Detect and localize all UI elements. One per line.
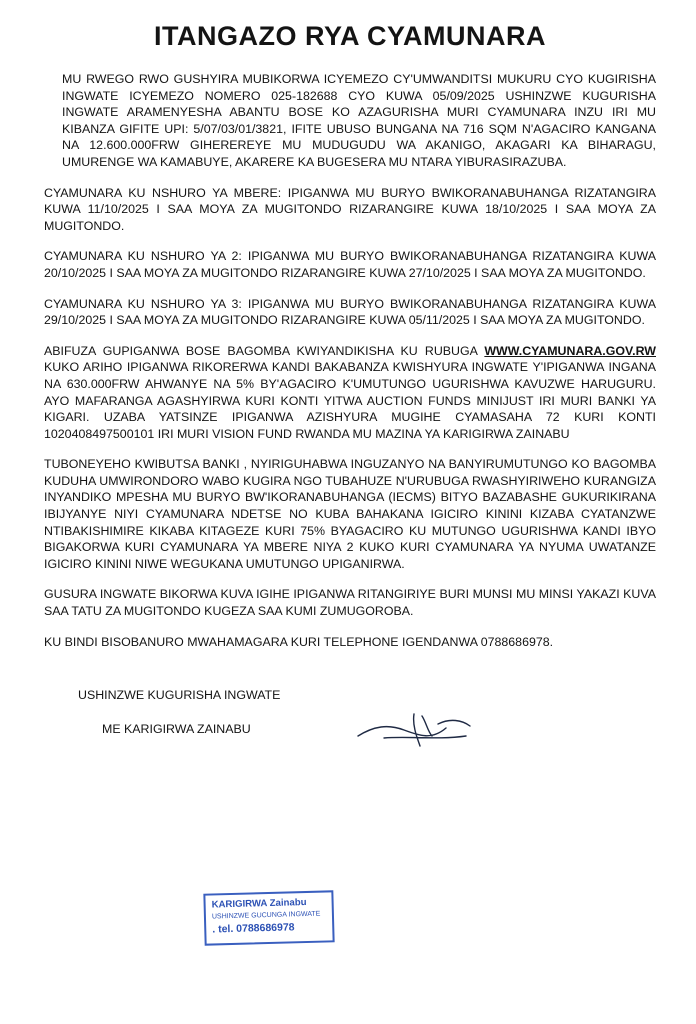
signatory-name: ME KARIGIRWA ZAINABU	[102, 722, 251, 737]
auction-3-paragraph: CYAMUNARA KU NSHURO YA 3: IPIGANWA MU BURYO BWIKORANABUHANGA RIZATANGIRA KUWA 29/10/2025 I SAA MOYA ZA MUGITONDO RIZARANGIRE KUWA 05/11/2025 I SAA MOYA ZA MUGITONDO.	[44, 296, 656, 328]
auction-website-link[interactable]: WWW.CYAMUNARA.GOV.RW	[484, 343, 656, 358]
auction-1-paragraph: CYAMUNARA KU NSHURO YA MBERE: IPIGANWA MU BURYO BWIKORANABUHANGA RIZATANGIRA KUWA 11/10/2025 I SAA MOYA ZA MUGITONDO RIZARANGIRE KUWA 18/10/2025 I SAA MOYA ZA MUGITONDO.	[44, 185, 656, 233]
contact-paragraph: KU BINDI BISOBANURO MWAHAMAGARA KURI TELEPHONE IGENDANWA 0788686978.	[44, 634, 554, 649]
closing-role: USHINZWE KUGURISHA INGWATE	[78, 688, 281, 703]
stamp-name: KARIGIRWA Zainabu	[211, 897, 307, 911]
official-stamp	[203, 890, 334, 945]
visit-paragraph: GUSURA INGWATE BIKORWA KUVA IGIHE IPIGANWA RITANGIRIYE BURI MUNSI MU MINSI YAKAZI KUVA SAA TATU ZA MUGITONDO KUGEZA SAA KUMI ZUMUGOROBA.	[44, 587, 656, 619]
signatory-name-line	[102, 722, 656, 736]
registration-intro: ABIFUZA GUPIGANWA BOSE BAGOMBA KWIYANDIKISHA KU RUBUGA	[44, 343, 478, 358]
page-title: ITANGAZO RYA CYAMUNARA	[153, 21, 547, 51]
stamp-title: USHINZWE GUCUNGA INGWATE	[211, 910, 321, 921]
auction-2-paragraph: CYAMUNARA KU NSHURO YA 2: IPIGANWA MU BURYO BWIKORANABUHANGA RIZATANGIRA KUWA 20/10/2025 I SAA MOYA ZA MUGITONDO RIZARANGIRE KUWA 27/10/2025 I SAA MOYA ZA MUGITONDO.	[44, 249, 656, 280]
stamp-phone: . tel. 0788686978	[212, 921, 295, 936]
registration-paragraph	[44, 343, 656, 443]
intro-paragraph: MU RWEGO RWO GUSHYIRA MUBIKORWA ICYEMEZO CY'UMWANDITSI MUKURU CYO KUGIRISHA INGWATE ICYEMEZO NOMERO 025-182688 CYO KUWA 05/09/2025 USHINZWE KUGURISHA INGWATE ARAMENYESHA ABANTU BOSE KO AZAGURISHA MURI CYAMUNARA INZU IRI MU KIBANZA GIFITE UPI: 5/07/03/01/3821, IFITE UBUSO BUNGANA NA 716 SQM N'AGACIRO KANGANA NA 12.600.000FRW GIHEREREYE MU MUDUGUDU WA AKANIGO, AKAGARI KA BIHARAGU, UMURENGE WA KAMABUYE, AKARERE KA BUGESERA MU NTARA YIBURASIRAZUBA.	[62, 72, 656, 169]
handwritten-signature	[354, 706, 474, 750]
banks-notice-paragraph: TUBONEYEHO KWIBUTSA BANKI , NYIRIGUHABWA INGUZANYO NA BANYIRUMUTUNGO KO BAGOMBA KUDUHA UMWIRONDORO WABO KUGIRA NGO TUBAHUZE N'URUBUGA RWASHYIRIWEHO KURANGIZA INYANDIKO MPESHA MU BURYO BW'IKORANABUHANGA (IECMS) BITYO BAZABASHE GUKURIKIRANA IBIJYANYE NIYI CYAMUNARA NDETSE NO KUBA BAHAKANA IGICIRO KININI KIZABA CYATANZWE NTIBAKISHIMIRE KIKABA KITAGEZE KURI 75% BYAGACIRO KU MUTUNGO UGURISHWA KANDI IBYO BIGAKORWA KURI CYAMUNARA YA MBERE NIYA 2 KUKO KURI CYAMUNARA YA NYUMA UWATANZE IGICIRO KININI NIWE WEGUKANA UMUTUNGO UPIGANIRWA.	[44, 457, 656, 571]
registration-details: KUKO ARIHO IPIGANWA RIKORERWA KANDI BAKABANZA KWISHYURA INGWATE Y'IPIGANWA INGANA NA 630.000FRW AHWANYE NA 5% BY'AGACIRO K'UMUTUNGO UGURISHWA KAVUZWE HARUGURU. AYO MAFARANGA AGASHYIRWA KURI KONTI YITWA AUCTION FUNDS MINIJUST IRI MURI BANKI YA KIGARI. UZABA YATSINZE IPIGANWA AZISHYURA MUGIHE CYAMASAHA 72 KURI KONTI 1020408497500101 IRI MURI VISION FUND RWANDA MU MAZINA YA KARIGIRWA ZAINABU	[44, 360, 656, 441]
